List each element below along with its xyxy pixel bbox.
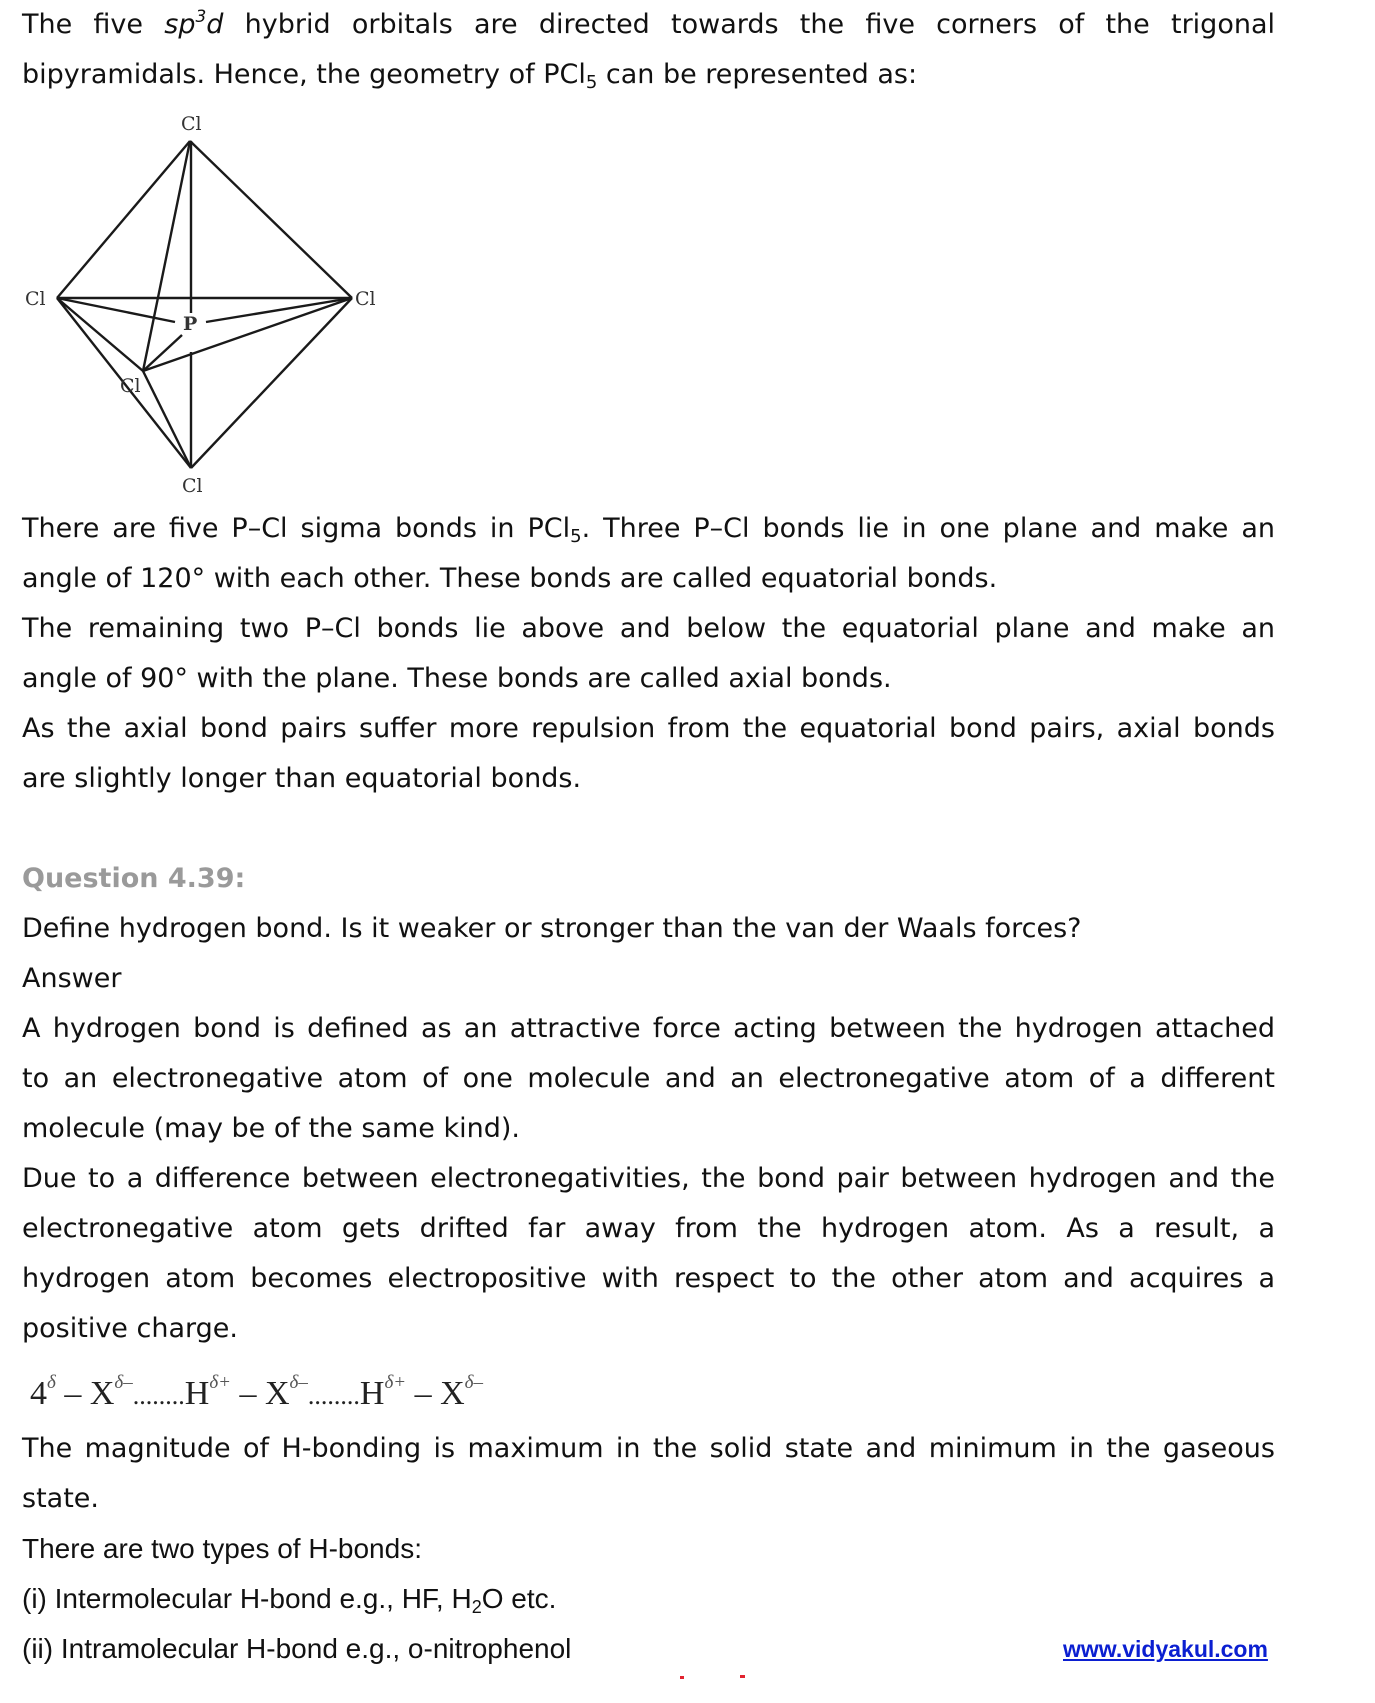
hydrogen-bond-formula <box>30 1372 483 1422</box>
formula-term: – X <box>55 1375 115 1412</box>
answer-p2-line-1: Due to a difference between electronegativities, the bond pair between hydrogen and the <box>22 1163 1275 1194</box>
text: The five <box>22 9 165 40</box>
types-intro: There are two types of H-bonds: <box>22 1533 422 1564</box>
edge-front-bottom <box>143 371 191 468</box>
red-artifact <box>680 1676 684 1679</box>
formula-hbond-dots: ........ <box>132 1381 185 1410</box>
superscript: 3 <box>195 7 207 27</box>
question-text: Define hydrogen bond. Is it weaker or stronger than the van der Waals forces? <box>22 913 1082 944</box>
edge-top-left <box>57 141 190 298</box>
label-p-center: P <box>183 313 198 335</box>
intro-line-1 <box>22 8 1275 42</box>
formula-term: – X <box>406 1375 465 1412</box>
subscript: 5 <box>570 526 582 547</box>
text: bipyramidals. Hence, the geometry of PCl <box>22 59 586 90</box>
edge-left-front <box>57 298 143 371</box>
text: d <box>206 9 224 40</box>
text: hybrid orbitals are directed towards the five corners of the trigonal <box>223 9 1275 40</box>
formula-charge: δ+ <box>384 1372 407 1393</box>
answer-label: Answer <box>22 963 122 994</box>
explanation-line-6: are slightly longer than equatorial bonds. <box>22 763 582 794</box>
subscript: 2 <box>471 1597 482 1617</box>
formula-term: 4 <box>30 1375 47 1412</box>
edge-front-right <box>143 298 352 371</box>
formula-term: H <box>359 1375 385 1412</box>
bond-p-right <box>206 298 352 322</box>
edge-right-bottom <box>191 298 352 468</box>
text-italic <box>164 9 223 40</box>
text: . Three P–Cl bonds lie in one plane and make an <box>581 513 1276 544</box>
formula-charge: δ– <box>114 1372 133 1393</box>
answer-p1-line-2: to an electronegative atom of one molecule and an electronegative atom of a different <box>22 1063 1275 1094</box>
red-artifact <box>740 1675 745 1678</box>
answer-p1-line-1: A hydrogen bond is defined as an attractive force acting between the hydrogen attached <box>22 1013 1275 1044</box>
formula-charge: δ– <box>289 1372 308 1393</box>
vidyakul-website-link[interactable]: www.vidyakul.com <box>1063 1636 1268 1662</box>
explanation-line-2: angle of 120° with each other. These bonds are called equatorial bonds. <box>22 563 998 594</box>
text: (i) Intermolecular H-bond e.g., HF, H <box>22 1583 472 1614</box>
text: can be represented as: <box>597 59 918 90</box>
text: sp <box>164 9 196 40</box>
intro-line-2 <box>22 58 1275 92</box>
formula-hbond-dots: ........ <box>307 1381 360 1410</box>
type-2-intramolecular: (ii) Intramolecular H-bond e.g., o-nitrophenol <box>22 1633 572 1664</box>
explanation-line-1 <box>22 512 1275 546</box>
diagram-bonds <box>57 141 352 468</box>
label-cl-left: Cl <box>25 288 46 310</box>
text: O etc. <box>481 1583 557 1614</box>
text: There are five P–Cl sigma bonds in PCl <box>22 513 571 544</box>
answer-p3-line-1: The magnitude of H-bonding is maximum in the solid state and minimum in the gaseous <box>22 1433 1275 1464</box>
explanation-line-3: The remaining two P–Cl bonds lie above and below the equatorial plane and make an <box>22 613 1275 644</box>
explanation-line-4: angle of 90° with the plane. These bonds are called axial bonds. <box>22 663 892 694</box>
formula-term: – X <box>230 1375 290 1412</box>
formula-charge: δ+ <box>209 1372 231 1393</box>
type-1-intermolecular <box>22 1582 1275 1616</box>
formula-term: H <box>184 1375 210 1412</box>
answer-p1-line-3: molecule (may be of the same kind). <box>22 1113 520 1144</box>
formula-charge: δ– <box>464 1372 483 1393</box>
label-cl-top: Cl <box>181 113 202 135</box>
answer-p2-line-4: positive charge. <box>22 1313 238 1344</box>
subscript: 5 <box>585 72 598 93</box>
question-title: Question 4.39: <box>22 863 246 894</box>
answer-p2-line-2: electronegative atom gets drifted far away from the hydrogen atom. As a result, a <box>22 1213 1275 1244</box>
label-cl-front: Cl <box>120 375 141 397</box>
formula-charge: δ <box>47 1372 56 1393</box>
answer-p2-line-3: hydrogen atom becomes electropositive with respect to the other atom and acquires a <box>22 1263 1275 1294</box>
edge-top-right <box>190 141 352 298</box>
label-cl-right: Cl <box>355 288 376 310</box>
label-cl-bottom: Cl <box>182 475 203 497</box>
pcl5-structure-diagram <box>0 100 400 500</box>
answer-p3-line-2: state. <box>22 1483 99 1514</box>
edge-top-front <box>143 141 190 371</box>
explanation-line-5: As the axial bond pairs suffer more repulsion from the equatorial bond pairs, axial bonds <box>22 713 1275 744</box>
